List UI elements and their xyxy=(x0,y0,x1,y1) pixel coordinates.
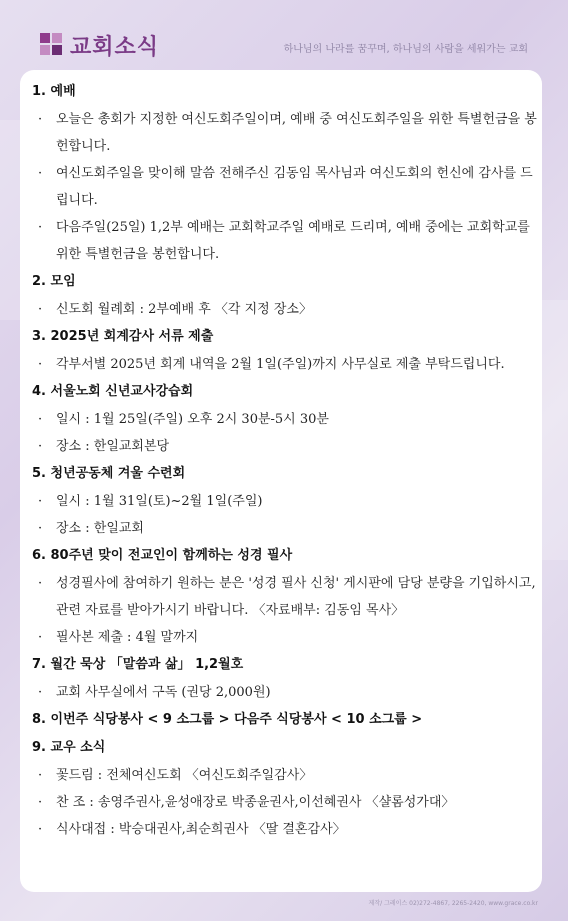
item-text: 일시 : 1월 31일(토)~2월 1일(주일) xyxy=(56,494,263,509)
list-item xyxy=(32,406,537,433)
news-content xyxy=(32,78,537,843)
section-heading: 7. 월간 묵상 「말씀과 삶」 1,2월호 xyxy=(32,657,244,672)
bullet-icon: · xyxy=(38,166,43,181)
bullet-icon: · xyxy=(38,795,43,810)
page-title: 교회소식 xyxy=(70,35,160,60)
list-item xyxy=(32,789,537,816)
section-heading: 4. 서울노회 신년교사강습회 xyxy=(32,384,194,399)
footer-credit: 제작/ 그레이스 02)272-4867, 2265-2420, www.grace.co.kr xyxy=(368,900,538,907)
item-text: 꽃드림 : 전체여신도회 〈여신도회주일감사〉 xyxy=(56,768,313,783)
item-text: 장소 : 한일교회본당 xyxy=(56,439,170,454)
item-text: 장소 : 한일교회 xyxy=(56,521,144,536)
item-text: 성경필사에 참여하기 원하는 분은 '성경 필사 신청' 게시판에 담당 분량을 기입하시고, 관련 자료를 받아가시기 바랍니다. 〈자료배부: 김동임 목사〉 xyxy=(56,576,536,618)
list-item xyxy=(32,762,537,789)
bullet-icon: · xyxy=(38,630,43,645)
bullet-icon: · xyxy=(38,302,43,317)
bullet-icon: · xyxy=(38,112,43,127)
section-heading: 8. 이번주 식당봉사 < 9 소그룹 > 다음주 식당봉사 < 10 소그룹 > xyxy=(32,712,423,727)
bullet-icon: · xyxy=(38,521,43,536)
news-card xyxy=(20,70,542,892)
list-item xyxy=(32,816,537,843)
item-text: 각부서별 2025년 회계 내역을 2월 1일(주일)까지 사무실로 제출 부탁드립니다. xyxy=(56,357,505,372)
list-item xyxy=(32,570,537,624)
bullet-icon: · xyxy=(38,494,43,509)
church-slogan: 하나님의 나라를 꿈꾸며, 하나님의 사람을 세워가는 교회 xyxy=(283,44,528,55)
list-item xyxy=(32,296,537,323)
item-text: 여신도회주일을 맞이해 말씀 전해주신 김동임 목사님과 여신도회의 헌신에 감사를 드립니다. xyxy=(56,166,533,208)
section-heading: 1. 예배 xyxy=(32,84,76,99)
logo-icon xyxy=(40,33,62,55)
section-heading: 6. 80주년 맞이 전교인이 함께하는 성경 필사 xyxy=(32,548,293,563)
item-text: 교회 사무실에서 구독 (권당 2,000원) xyxy=(56,685,271,700)
bullet-icon: · xyxy=(38,357,43,372)
bullet-icon: · xyxy=(38,220,43,235)
item-text: 다음주일(25일) 1,2부 예배는 교회학교주일 예배로 드리며, 예배 중에는 교회학교를 위한 특별헌금을 봉헌합니다. xyxy=(56,220,530,262)
list-item xyxy=(32,106,537,160)
bullet-icon: · xyxy=(38,768,43,783)
section-heading: 2. 모임 xyxy=(32,274,76,289)
header xyxy=(40,30,540,66)
section-heading: 3. 2025년 회계감사 서류 제출 xyxy=(32,329,214,344)
item-text: 신도회 월례회 : 2부예배 후 〈각 지정 장소〉 xyxy=(56,302,312,317)
item-text: 찬 조 : 송영주권사,윤성애장로 박종윤권사,이선혜권사 〈샬롬성가대〉 xyxy=(56,795,455,810)
section-heading: 9. 교우 소식 xyxy=(32,740,106,755)
list-item xyxy=(32,624,537,651)
bullet-icon: · xyxy=(38,439,43,454)
list-item xyxy=(32,351,537,378)
item-text: 식사대접 : 박승대권사,최순희권사 〈딸 결혼감사〉 xyxy=(56,822,346,837)
list-item xyxy=(32,214,537,268)
list-item xyxy=(32,488,537,515)
bullet-icon: · xyxy=(38,412,43,427)
item-text: 오늘은 총회가 지정한 여신도회주일이며, 예배 중 여신도회주일을 위한 특별헌금을 봉헌합니다. xyxy=(56,112,537,154)
item-text: 일시 : 1월 25일(주일) 오후 2시 30분-5시 30분 xyxy=(56,412,329,427)
item-text: 필사본 제출 : 4월 말까지 xyxy=(56,630,199,645)
section-heading: 5. 청년공동체 겨울 수련회 xyxy=(32,466,186,481)
list-item xyxy=(32,160,537,214)
bullet-icon: · xyxy=(38,822,43,837)
list-item xyxy=(32,679,537,706)
bullet-icon: · xyxy=(38,576,43,591)
bullet-icon: · xyxy=(38,685,43,700)
list-item xyxy=(32,433,537,460)
list-item xyxy=(32,515,537,542)
